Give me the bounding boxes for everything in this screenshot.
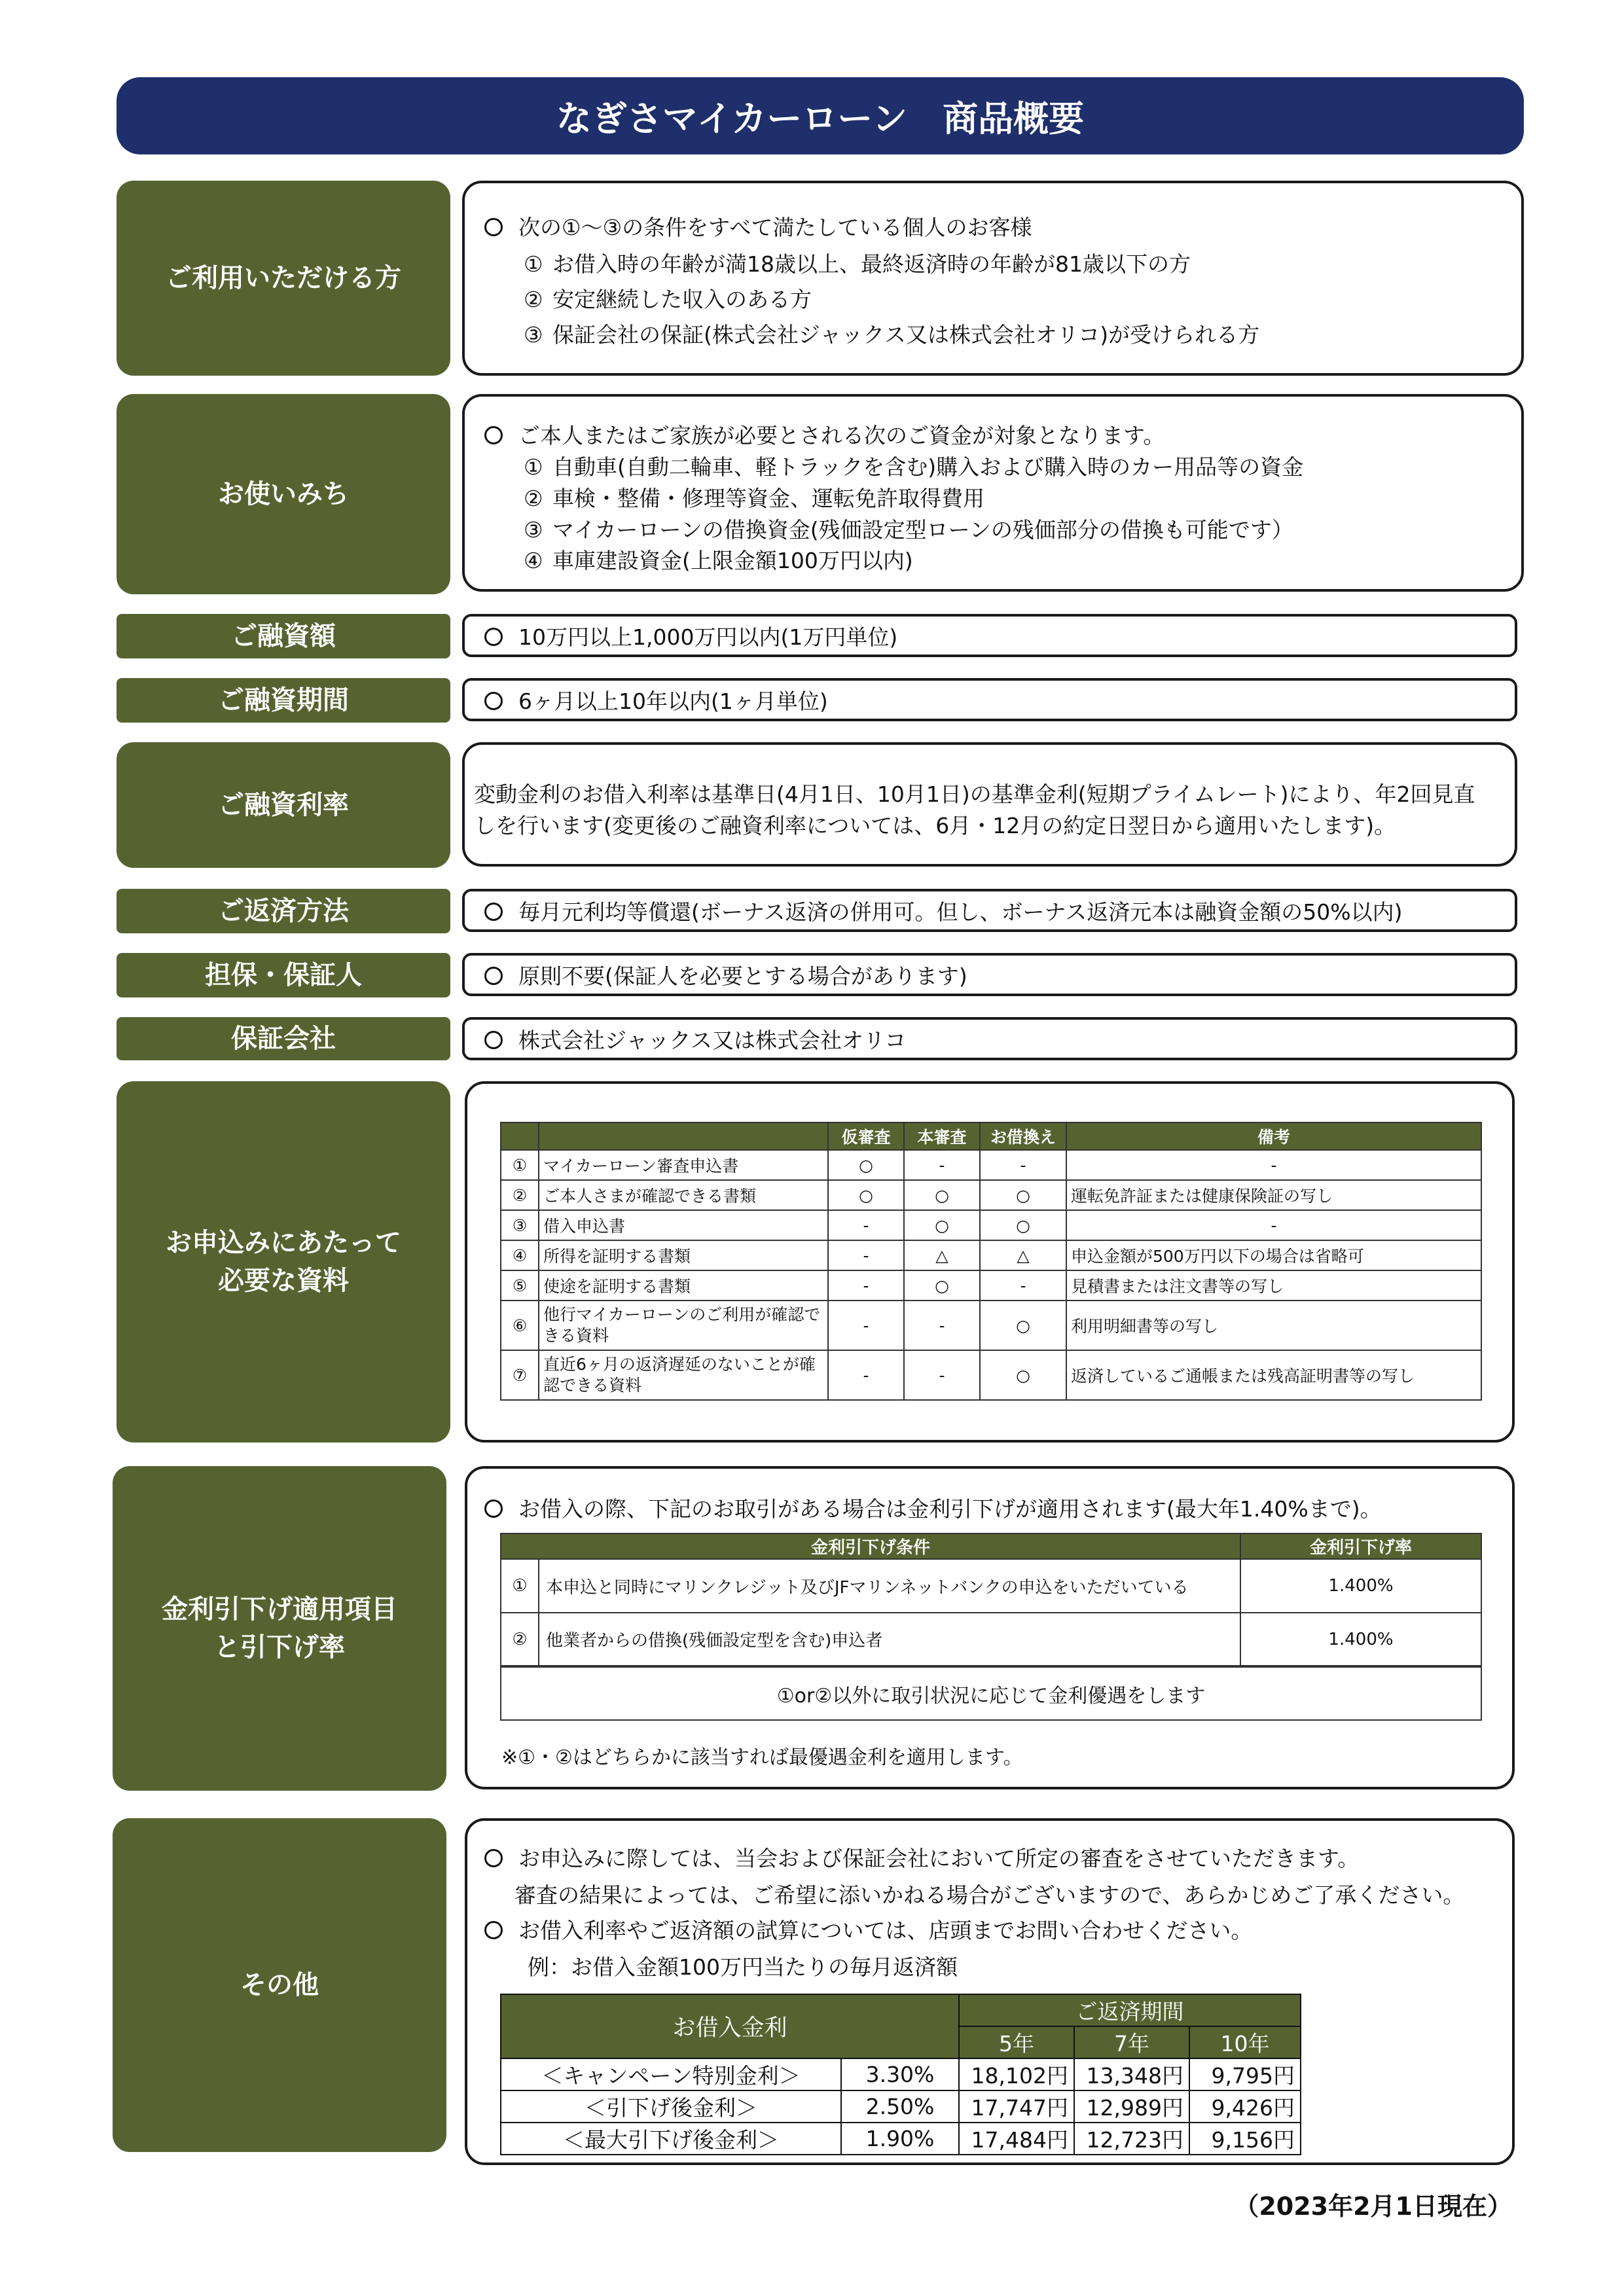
header-pre-review: 仮審査 [828,1122,904,1150]
table-row [501,2123,1301,2155]
row-name: ＜キャンペーン特別金利＞ [501,2058,841,2090]
row-7y: 12,989円 [1074,2090,1189,2123]
table-row [501,1270,1481,1300]
other-line2: 審査の結果によっては、ご希望に添いかねる場合がございますので、あらかじめご了承ください。 [514,1882,1465,1908]
item-num: ② [524,286,543,312]
bullet-icon [484,628,503,646]
row-7y: 13,348円 [1074,2058,1189,2090]
period-5y: 5年 [959,2026,1074,2058]
discount-table [500,1533,1482,1721]
header-doc [539,1122,828,1150]
row-rate: 2.50% [841,2090,959,2123]
other-example: 例：お借入金額100万円当たりの毎月返済額 [528,1954,958,1980]
table-row [501,1180,1481,1210]
repayment-table [500,1994,1301,2155]
row-main: - [904,1350,980,1400]
documents-box [465,1081,1515,1443]
row-num: ⑤ [501,1270,539,1300]
row-note: - [1066,1150,1481,1180]
table-row [501,1613,1481,1666]
bullet-icon [484,692,503,710]
other-line1-text: お申込みに際しては、当会および保証会社において所定の審査をさせていただきます。 [518,1846,1360,1871]
table-row [501,1300,1481,1350]
discount-label-line1: 金利引下げ適用項目 [162,1594,397,1624]
row-pre: ○ [828,1180,904,1210]
table-row [501,2058,1301,2090]
row-pre: - [828,1240,904,1270]
row-doc: 所得を証明する書類 [539,1240,828,1270]
discount-label-line2: と引下げ率 [214,1632,345,1662]
eligible-item [484,319,1521,351]
row-num: ③ [501,1210,539,1240]
repayment-box [462,889,1517,932]
bullet-icon [484,903,503,921]
page-title-text: なぎさマイカーローン 商品概要 [556,98,1085,139]
row-pre: ○ [828,1150,904,1180]
row-5y: 17,747円 [959,2090,1074,2123]
item-text: 車検・整備・修理等資金、運転免許取得費用 [552,485,984,511]
eligible-label-text: ご利用いただける方 [166,263,401,293]
row-note: 見積書または注文書等の写し [1066,1270,1481,1300]
row-note: 返済しているご通帳または残高証明書等の写し [1066,1350,1481,1400]
row-pre: - [828,1350,904,1400]
row-10y: 9,426円 [1189,2090,1301,2123]
bullet-icon [484,426,503,444]
row-refi: - [980,1150,1066,1180]
rate-box [462,742,1517,867]
other-label-text: その他 [240,1970,319,2000]
discount-intro-text: お借入の際、下記のお取引がある場合は金利引下げが適用されます(最大年1.40%まで)。 [518,1496,1382,1522]
row-rate: 3.30% [841,2058,959,2090]
guarantor-label-text: 保証会社 [231,1024,336,1054]
eligible-intro-text: 次の①～③の条件をすべて満たしている個人のお客様 [518,215,1032,240]
row-num: ⑦ [501,1350,539,1400]
row-note: - [1066,1210,1481,1240]
row-main: △ [904,1240,980,1270]
row-refi: ○ [980,1180,1066,1210]
row-note: 申込金額が500万円以下の場合は省略可 [1066,1240,1481,1270]
usage-intro-text: ご本人またはご家族が必要とされる次のご資金が対象となります。 [518,423,1165,448]
usage-label-text: お使いみち [218,479,349,509]
usage-item [484,452,1521,483]
header-refinance: お借換え [980,1122,1066,1150]
row-name: ＜引下げ後金利＞ [501,2090,841,2123]
guarantor-box [462,1017,1517,1060]
repayment-text: 毎月元利均等償還(ボーナス返済の併用可。但し、ボーナス返済元本は融資金額の50%以内) [518,899,1403,925]
row-rate: 1.400% [1240,1613,1481,1666]
item-text: 自動車(自動二輪車、軽トラックを含む)購入および購入時のカー用品等の資金 [552,454,1304,480]
eligible-item [484,284,1521,315]
item-num: ③ [524,516,543,543]
discount-note: ※①・②はどちらかに該当すれば最優遇金利を適用します。 [501,1746,1023,1769]
row-pre: - [828,1300,904,1350]
bullet-icon [484,1499,503,1518]
row-doc: 借入申込書 [539,1210,828,1240]
bullet-icon [484,218,503,236]
period-10y: 10年 [1189,2026,1301,2058]
table-row [501,1559,1481,1613]
row-10y: 9,156円 [1189,2123,1301,2155]
collateral-box [462,953,1517,996]
amount-text: 10万円以上1,000万円以内(1万円単位) [518,624,898,650]
row-doc: 他行マイカーローンのご利用が確認できる資料 [539,1300,828,1350]
eligible-intro [484,212,1521,243]
row-doc: 直近6ヶ月の返済遅延のないことが確認できる資料 [539,1350,828,1400]
row-num: ① [501,1559,539,1613]
header-rate: 金利引下げ率 [1240,1534,1481,1559]
other-label [113,1818,446,2152]
bullet-icon [484,1031,503,1049]
row-10y: 9,795円 [1189,2058,1301,2090]
header-amount: お借入金利 [501,1994,959,2058]
row-refi: ○ [980,1300,1066,1350]
item-text: 車庫建設資金(上限金額100万円以内) [552,548,913,574]
period-label [117,678,450,723]
item-num: ④ [524,548,543,574]
bullet-icon [484,967,503,985]
other-box [465,1818,1515,2165]
documents-label-line1: お申込みにあたって [166,1228,401,1258]
rate-text-line2: しを行います(変更後のご融資利率については、6月・12月の約定日翌日から適用いたします)。 [474,812,1396,838]
header-main-review: 本審査 [904,1122,980,1150]
row-pre: - [828,1270,904,1300]
table-row [501,1240,1481,1270]
usage-item [484,514,1521,546]
row-num: ⑥ [501,1300,539,1350]
amount-box [462,614,1517,657]
row-main: - [904,1150,980,1180]
item-num: ① [524,251,543,277]
period-7y: 7年 [1074,2026,1189,2058]
usage-label [117,394,450,594]
amount-label [117,614,450,658]
row-num: ② [501,1613,539,1666]
discount-other: ①or②以外に取引状況に応じて金利優遇をします [501,1666,1481,1720]
amount-label-text: ご融資額 [231,621,336,651]
table-row [501,1210,1481,1240]
row-main: ○ [904,1180,980,1210]
row-pre: - [828,1210,904,1240]
repayment-header-row [501,1994,1301,2026]
row-main: - [904,1300,980,1350]
row-5y: 18,102円 [959,2058,1074,2090]
documents-label-line2: 必要な資料 [218,1266,349,1296]
item-text: マイカーローンの借換資金(残価設定型ローンの残価部分の借換も可能です） [552,516,1293,543]
row-num: ① [501,1150,539,1180]
usage-box [462,394,1524,592]
period-label-text: ご融資期間 [218,685,349,715]
other-line3-text: お借入利率やご返済額の試算については、店頭までお問い合わせください。 [518,1918,1253,1943]
usage-intro [484,420,1521,452]
row-condition: 本申込と同時にマリンクレジット及びJFマリンネットバンクの申込をいただいている [539,1559,1240,1613]
header-num [501,1122,539,1150]
discount-label [113,1466,446,1791]
row-note: 利用明細書等の写し [1066,1300,1481,1350]
table-row [501,2090,1301,2123]
row-refi: ○ [980,1350,1066,1400]
item-text: 安定継続した収入のある方 [552,286,812,312]
table-row [501,1666,1481,1720]
table-row [501,1150,1481,1180]
row-5y: 17,484円 [959,2123,1074,2155]
period-box [462,678,1517,721]
header-period: ご返済期間 [959,1994,1301,2026]
row-name: ＜最大引下げ後金利＞ [501,2123,841,2155]
discount-header-row [501,1534,1481,1559]
period-text: 6ヶ月以上10年以内(1ヶ月単位) [518,689,828,714]
header-condition: 金利引下げ条件 [501,1534,1240,1559]
rate-label-text: ご融資利率 [218,790,349,820]
other-line3 [484,1915,1252,1946]
guarantor-label [117,1017,450,1060]
collateral-text: 原則不要(保証人を必要とする場合があります) [518,963,967,989]
row-doc: 使途を証明する書類 [539,1270,828,1300]
other-line1 [484,1843,1359,1874]
row-num: ④ [501,1240,539,1270]
documents-header-row [501,1122,1481,1150]
row-note: 運転免許証または健康保険証の写し [1066,1180,1481,1210]
eligible-box [462,181,1524,376]
usage-item [484,545,1521,577]
item-num: ③ [524,321,543,348]
repayment-label-text: ご返済方法 [218,896,349,926]
as-of-date: （2023年2月1日現在） [1234,2192,1512,2221]
row-rate: 1.400% [1240,1559,1481,1613]
row-rate: 1.90% [841,2123,959,2155]
header-notes: 備考 [1066,1122,1481,1150]
row-condition: 他業者からの借換(残価設定型を含む)申込者 [539,1613,1240,1666]
rate-label [117,742,450,868]
collateral-label [117,953,450,997]
rate-text-line1: 変動金利のお借入利率は基準日(4月1日、10月1日)の基準金利(短期プライムレート)により、年2回見直 [474,781,1475,807]
row-main: ○ [904,1270,980,1300]
documents-label [117,1081,450,1443]
row-refi: ○ [980,1210,1066,1240]
item-num: ② [524,485,543,511]
row-refi: - [980,1270,1066,1300]
row-doc: ご本人さまが確認できる書類 [539,1180,828,1210]
collateral-label-text: 担保・保証人 [205,960,362,990]
documents-table [500,1122,1482,1401]
row-7y: 12,723円 [1074,2123,1189,2155]
discount-box [465,1466,1515,1789]
item-text: お借入時の年齢が満18歳以上、最終返済時の年齢が81歳以下の方 [552,251,1191,277]
bullet-icon [484,1849,503,1867]
table-row [501,1350,1481,1400]
usage-item [484,483,1521,514]
discount-intro [484,1494,1382,1525]
row-num: ② [501,1180,539,1210]
eligible-item [484,249,1521,280]
guarantor-text: 株式会社ジャックス又は株式会社オリコ [518,1028,907,1053]
item-text: 保証会社の保証(株式会社ジャックス又は株式会社オリコ)が受けられる方 [552,321,1260,348]
item-num: ① [524,454,543,480]
repayment-label [117,889,450,933]
row-refi: △ [980,1240,1066,1270]
eligible-label [117,181,450,376]
row-main: ○ [904,1210,980,1240]
row-doc: マイカーローン審査申込書 [539,1150,828,1180]
bullet-icon [484,1921,503,1939]
page-title [117,77,1524,154]
